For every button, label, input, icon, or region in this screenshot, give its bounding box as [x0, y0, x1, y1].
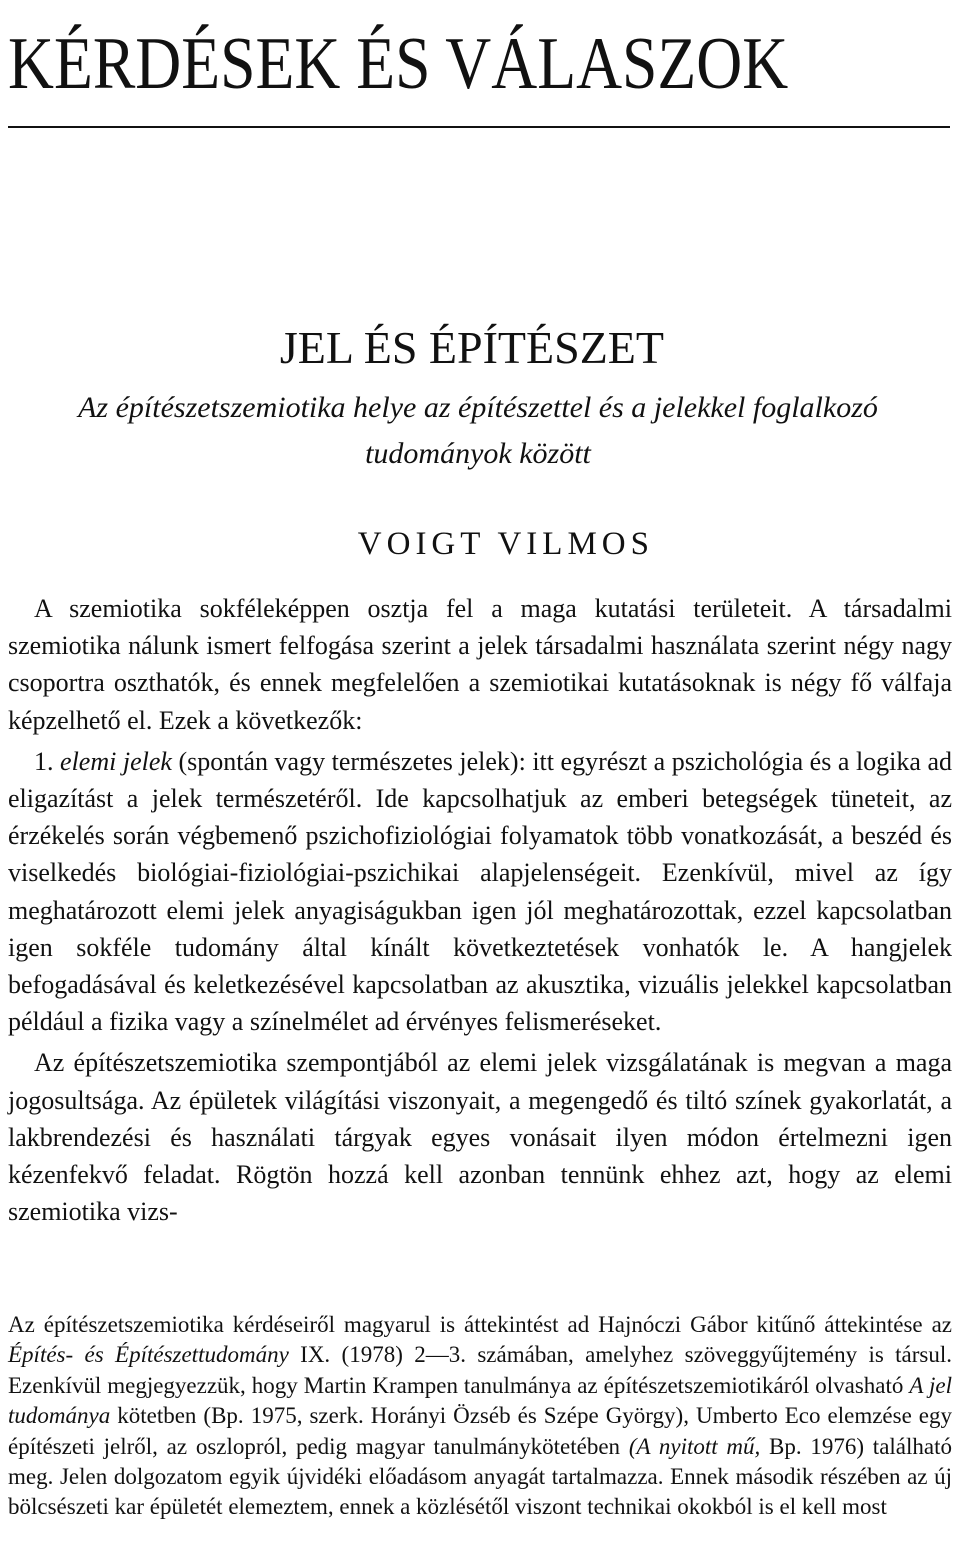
article-subtitle: Az építészetszemiotika helye az építészettel és a jelekkel foglalkozó tudományok között [78, 391, 878, 470]
page-header: KÉRDÉSEK ÉS VÁLASZOK [8, 23, 789, 105]
body-paragraph-3: Az építészetszemiotika szempontjából az elemi jelek vizsgálatának is megvan a maga jogosultsága. Az épületek világítási viszonyait, a megengedő és tiltó színek gyakorlatát, a lakbrendezési és használati tárgyak egyes vonásait ilyen módon értelmezni igen kézenfekvő feladat. Rögtön hozzá kell azonban tennünk ehhez azt, hogy az elemi szemiotika vizs- [8, 1048, 952, 1227]
article-title: JEL ÉS ÉPÍTÉSZET [279, 322, 664, 373]
footnote-text-4: Bp. 1976) található meg. Jelen dolgozatom egyik újvidéki előadásom anyagát tartalmazza. Ennek második részében az új bölcsészeti kar épületét elemeztem, ennek a közlésétől viszont technikai okokból is el kell most [8, 1433, 952, 1520]
article-author: VOIGT VILMOS [357, 526, 654, 562]
footnote-text-1: Az építészetszemiotika kérdéseiről magyarul is áttekintést ad Hajnóczi Gábor kitűnő áttekintése az [8, 1312, 952, 1337]
list-term: elemi jelek [60, 746, 172, 776]
footnote-book-1: A jel tudománya [8, 1372, 953, 1429]
footnote-book-2: (A nyitott mű, [628, 1433, 761, 1459]
footnote-text-2: IX. (1978) 2—3. számában, amelyhez szöveggyűjtemény is társul. Ezenkívül megjegyezzük, hogy Martin Krampen tanulmánya az építészetszemiotikáról olvasható [8, 1342, 952, 1398]
body-paragraph-1: A szemiotika sokféleképpen osztja fel a maga kutatási területeit. A társadalmi szemiotika nálunk ismert felfogása szerint a jelek társadalmi használata szerint négy nagy csoportra oszthatók, és ennek megfelelően a szemiotikai kutatásoknak is négy fő válfaja képzelhető el. Ezek a következők: [8, 594, 952, 735]
header-rule [8, 126, 950, 128]
body-paragraph-2 [8, 743, 952, 1041]
footnote-text-3: kötetben (Bp. 1975, szerk. Horányi Özséb és Szépe György), Umberto Eco elemzése egy építészeti jelről, az oszlopról, pedig magyar tanulmánykötetében [8, 1403, 952, 1459]
footnote [8, 1310, 952, 1523]
footnote-journal: Építés- és Építészettudomány [8, 1342, 289, 1368]
article-body [8, 590, 952, 1230]
list-text: (spontán vagy természetes jelek): itt egyrészt a pszichológia és a logika ad eligazítást a jelek természetéről. Ide kapcsolhatjuk az emberi betegségek tüneteit, az érzékelés során végbemenő pszichofiziológiai folyamatok több vonatkozását, a beszéd és viselkedés biológiai-fiziológiai-pszichikai alapjelenségeit. Ezenkívül, mivel az így meghatározott elemi jelek anyagiságukban igen jól meghatározottak, ezzel kapcsolatban igen sokféle tudomány által kínált következtetések vonhatók le. A hangjelek befogadásával és keletkezésével kapcsolatban az akusztika, vizuális jelekkel kapcsolatban például a fizika vagy a színelmélet ad érvényes felismeréseket. [8, 746, 952, 1037]
list-number: 1. [34, 746, 54, 776]
